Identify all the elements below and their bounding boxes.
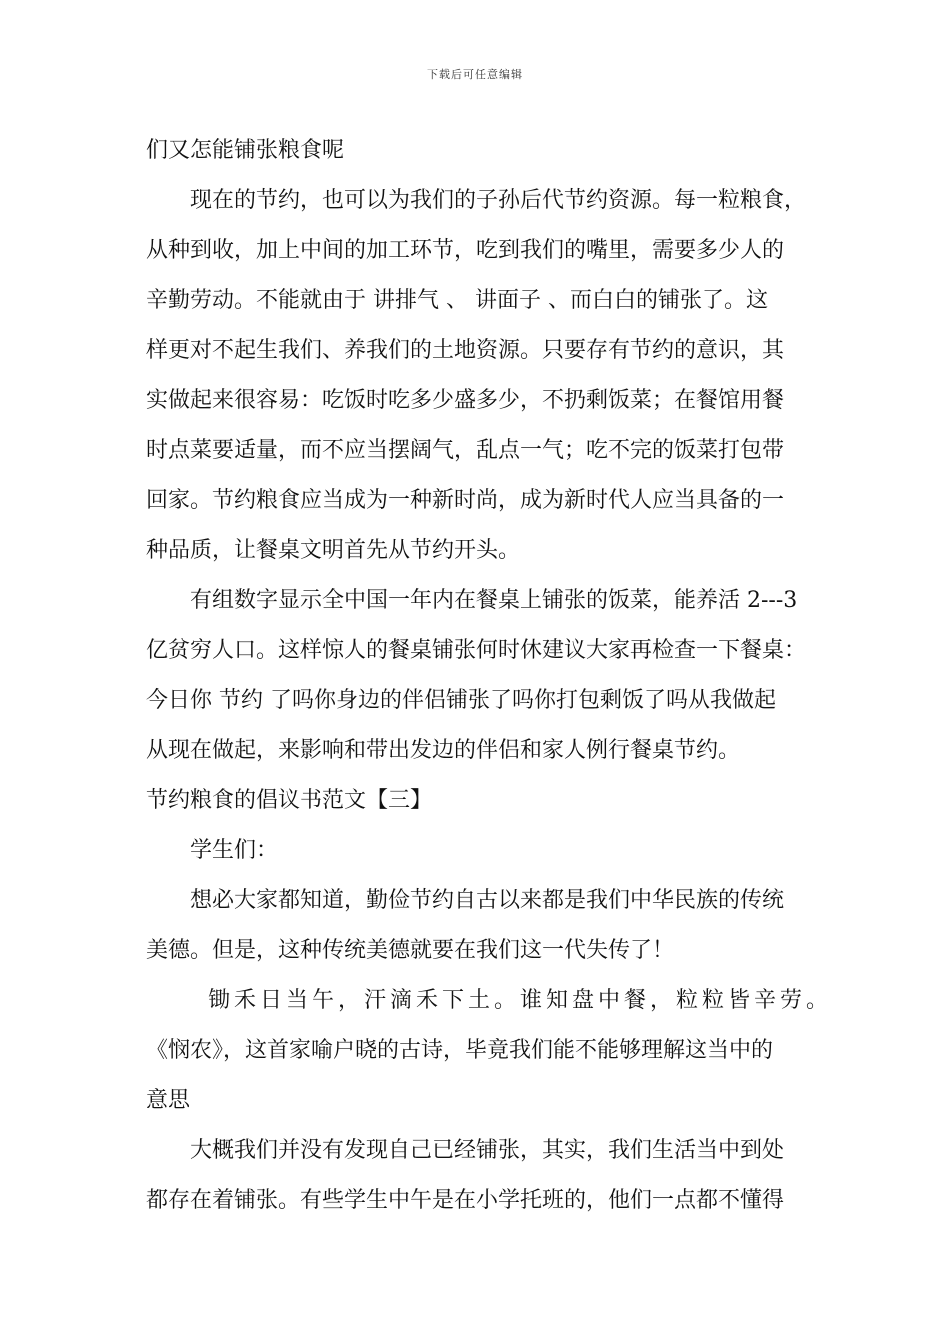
text-line: 有组数字显示全中国一年内在餐桌上铺张的饭菜，能养活 2---3 [190,588,798,613]
text-line: 意思 [146,1088,191,1113]
text-line: 《悯农》，这首家喻户晓的古诗，毕竟我们能不能够理解这当中的 [146,1038,774,1063]
salutation: 学生们： [190,838,279,863]
text-line: 样更对不起生我们、养我们的土地资源。只要存有节约的意识，其 [146,338,785,363]
text-line: 从现在做起，来影响和带出发边的伴侣和家人例行餐桌节约。 [146,738,741,763]
text-line: 从种到收，加上中间的加工环节，吃到我们的嘴里，需要多少人的 [146,238,785,263]
text-line: 都存在着铺张。有些学生中午是在小学托班的，他们一点都不懂得 [146,1188,785,1213]
page-header-note: 下载后可任意编辑 [427,68,523,81]
poem-line: 锄禾日当午，汗滴禾下土。谁知盘中餐，粒粒皆辛劳。 [208,988,833,1013]
text-line: 们又怎能铺张粮食呢 [146,138,345,163]
text-line: 种品质，让餐桌文明首先从节约开头。 [146,538,521,563]
text-line: 回家。节约粮食应当成为一种新时尚，成为新时代人应当具备的一 [146,488,785,513]
text-line: 今日你 节约 了吗你身边的伴侣铺张了吗你打包剩饭了吗从我做起 [146,688,776,713]
text-line: 现在的节约，也可以为我们的子孙后代节约资源。每一粒粮食， [190,188,807,213]
section-heading: 节约粮食的倡议书范文【三】 [146,788,433,813]
text-line: 时点菜要适量，而不应当摆阔气，乱点一气；吃不完的饭菜打包带 [146,438,785,463]
text-line: 亿贫穷人口。这样惊人的餐桌铺张何时休建议大家再检查一下餐桌： [146,638,807,663]
text-line: 美德。但是，这种传统美德就要在我们这一代失传了！ [146,938,675,963]
text-line: 辛勤劳动。不能就由于 讲排气 、 讲面子 、而白白的铺张了。这 [146,288,768,313]
text-line: 实做起来很容易：吃饭时吃多少盛多少，不扔剩饭菜；在餐馆用餐 [146,388,785,413]
text-line: 想必大家都知道，勤俭节约自古以来都是我们中华民族的传统 [190,888,785,913]
text-line: 大概我们并没有发现自己已经铺张，其实，我们生活当中到处 [190,1138,785,1163]
